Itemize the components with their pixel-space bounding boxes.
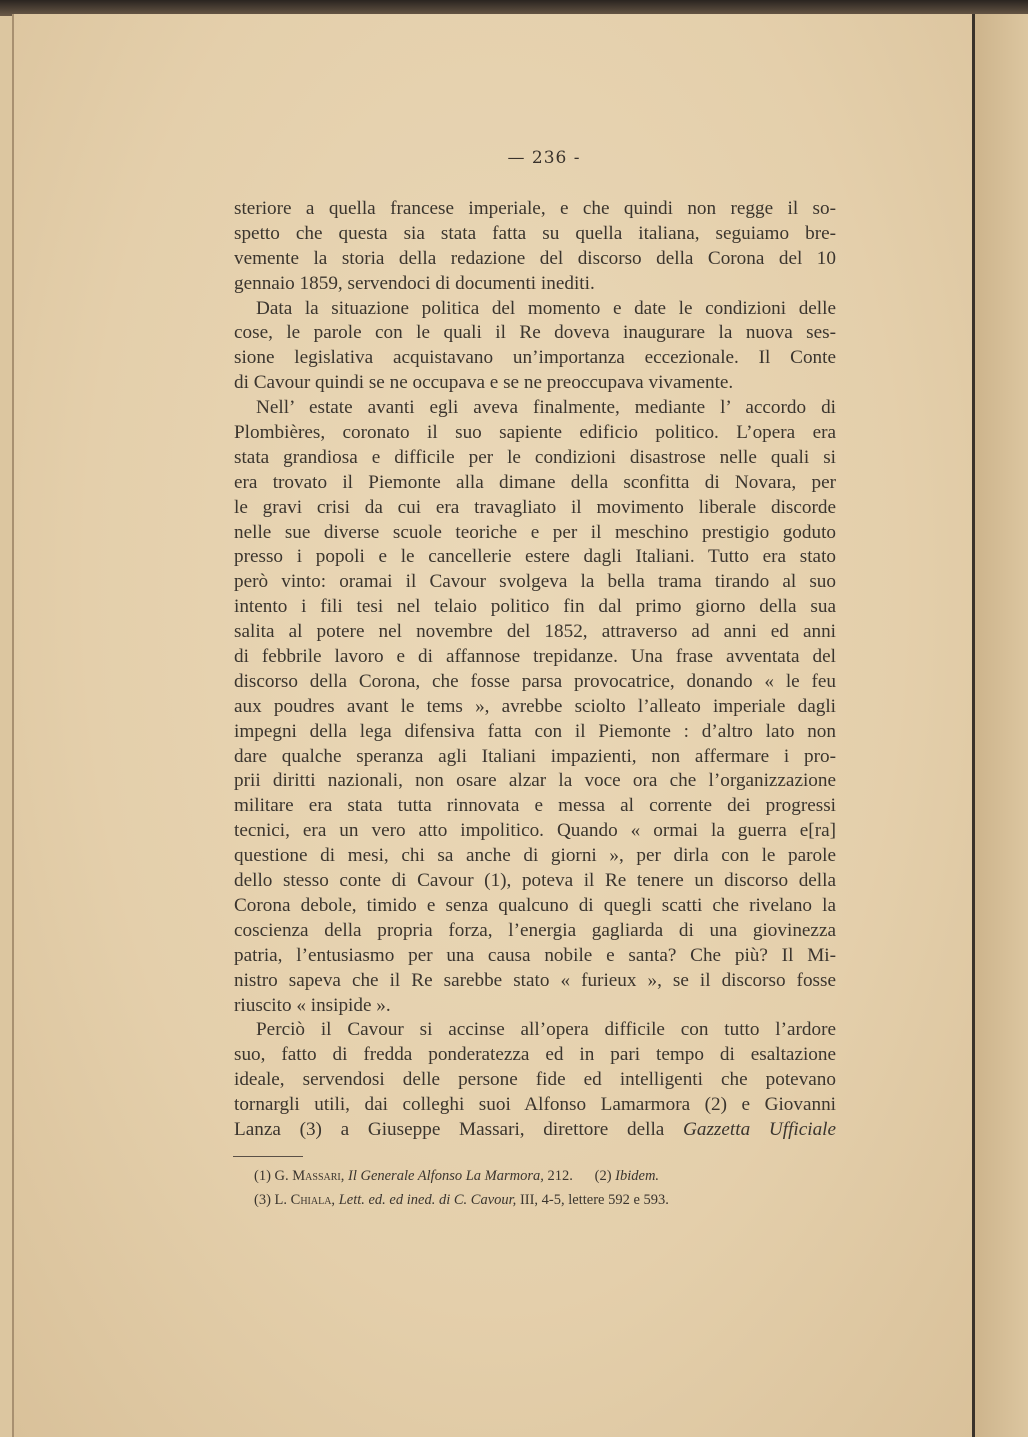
footnote-rule <box>233 1156 303 1157</box>
text-line: nistro sapeva che il Re sarebbe stato « furieux », se il discorso fosse <box>234 969 836 991</box>
footnote-author: L. Chiala, <box>274 1192 336 1208</box>
footnote-marker: (1) <box>254 1168 271 1184</box>
text-line: presso i popoli e le cancellerie estere dagli Italiani. Tutto era stato <box>234 546 836 568</box>
text-line: cose, le parole con le quali il Re doveva inaugurare la nuova ses- <box>234 322 836 344</box>
text-line: le gravi crisi da cui era travagliato il movimento liberale discorde <box>234 496 836 518</box>
text-line: intento i fili tesi nel telaio politico fin dal primo giorno della sua <box>234 596 836 618</box>
text-line: steriore a quella francese imperiale, e che quindi non regge il so- <box>234 198 836 219</box>
footnote-3 <box>254 1188 834 1212</box>
text-line: tecnici, era un vero atto impolitico. Quando « ormai la guerra e[ra] <box>234 820 836 842</box>
text-line: vemente la storia della redazione del discorso della Corona del 10 <box>234 247 836 269</box>
text-line: Perciò il Cavour si accinse all’opera difficile con tutto l’ardore <box>256 1019 836 1041</box>
text-line: suo, fatto di fredda ponderatezza ed in pari tempo di esaltazione <box>234 1044 836 1066</box>
page-number: — 236 - <box>507 148 581 168</box>
text-line: discorso della Corona, che fosse parsa provocatrice, donando « le feu <box>234 670 836 692</box>
text-line: riuscito « insipide ». <box>234 994 391 1016</box>
text-line: era trovato il Piemonte alla dimane della sconfitta di Novara, per <box>234 471 836 493</box>
text-line: tornargli utili, dai colleghi suoi Alfonso Lamarmora (2) e Giovanni <box>234 1094 836 1116</box>
text-line: gennaio 1859, servendoci di documenti inediti. <box>234 272 595 294</box>
text-line: Plombières, coronato il suo sapiente edificio politico. L’opera era <box>234 422 836 444</box>
footnote-marker: (2) <box>594 1168 612 1184</box>
text-line: però vinto: oramai il Cavour svolgeva la bella trama tirando al suo <box>234 571 836 593</box>
text-line: militare era stata tutta rinnovata e messa al corrente dei progressi <box>234 795 836 817</box>
footnote-title: Lett. ed. ed ined. di C. Cavour, <box>338 1192 517 1208</box>
text-line: stata grandiosa e difficile per le condizioni disastrose nelle quali si <box>234 446 836 468</box>
text-line: salita al potere nel novembre del 1852, attraverso ad anni ed anni <box>234 621 836 643</box>
adjacent-page <box>975 14 1028 1437</box>
text-line <box>234 1118 836 1143</box>
text-line: patria, l’entusiasmo per una causa nobile e santa? Che più? Il Mi- <box>234 944 836 966</box>
text-line: coscienza della propria forza, l’energia gagliarda di una giovinezza <box>234 919 836 941</box>
text-line: di febbrile lavoro e di affannose trepidanze. Una frase avventata del <box>234 646 836 668</box>
footnote-ref: III, 4-5, lettere 592 e 593. <box>519 1192 669 1208</box>
text-line: dello stesso conte di Cavour (1), poteva il Re tenere un discorso della <box>234 870 836 892</box>
text-line: impegni della lega difensiva fatta con il Piemonte : d’altro lato non <box>234 720 836 742</box>
text-line: Corona debole, timido e senza qualcuno di quegli scatti che rivelano la <box>234 894 836 916</box>
text-line: Data la situazione politica del momento e date le condizioni delle <box>256 297 836 319</box>
text-span: Lanza (3) a Giuseppe Massari, direttore della <box>234 1118 665 1140</box>
text-line: spetto che questa sia stata fatta su quella italiana, seguiamo bre- <box>234 222 836 244</box>
footnote-title: Il Generale Alfonso La Marmora, <box>347 1168 544 1184</box>
footnotes <box>254 1164 834 1212</box>
text-line: Nell’ estate avanti egli aveva finalmente, mediante l’ accordo di <box>256 397 836 419</box>
text-line: ideale, servendosi delle persone fide ed intelligenti che potevano <box>234 1069 836 1091</box>
text-line: di Cavour quindi se ne occupava e se ne preoccupava vivamente. <box>234 372 734 394</box>
text-line: sione legislativa acquistavano un’importanza eccezionale. Il Conte <box>234 347 836 369</box>
body-text <box>234 197 836 1143</box>
text-line: dare qualche speranza agli Italiani impazienti, non affermare i pro- <box>234 745 836 767</box>
text-line: prii diritti nazionali, non osare alzar la voce ora che l’organizzazione <box>234 770 836 792</box>
text-line: questione di mesi, chi sa anche di giorni », per dirla con le parole <box>234 845 836 867</box>
footnote-title: Ibidem. <box>615 1168 660 1184</box>
italic-title: Gazzetta Ufficiale <box>683 1118 836 1140</box>
page-header <box>0 148 1028 168</box>
text-line: nelle sue diverse scuole teoriche e per il meschino prestigio goduto <box>234 521 836 543</box>
footnote-ref: 212. <box>547 1168 573 1184</box>
footnote-1-2 <box>254 1164 834 1188</box>
footnote-marker: (3) <box>254 1192 271 1208</box>
text-line: aux poudres avant le tems », avrebbe sciolto l’alleato imperiale dagli <box>234 695 836 717</box>
footnote-author: G. Massari, <box>274 1168 345 1184</box>
